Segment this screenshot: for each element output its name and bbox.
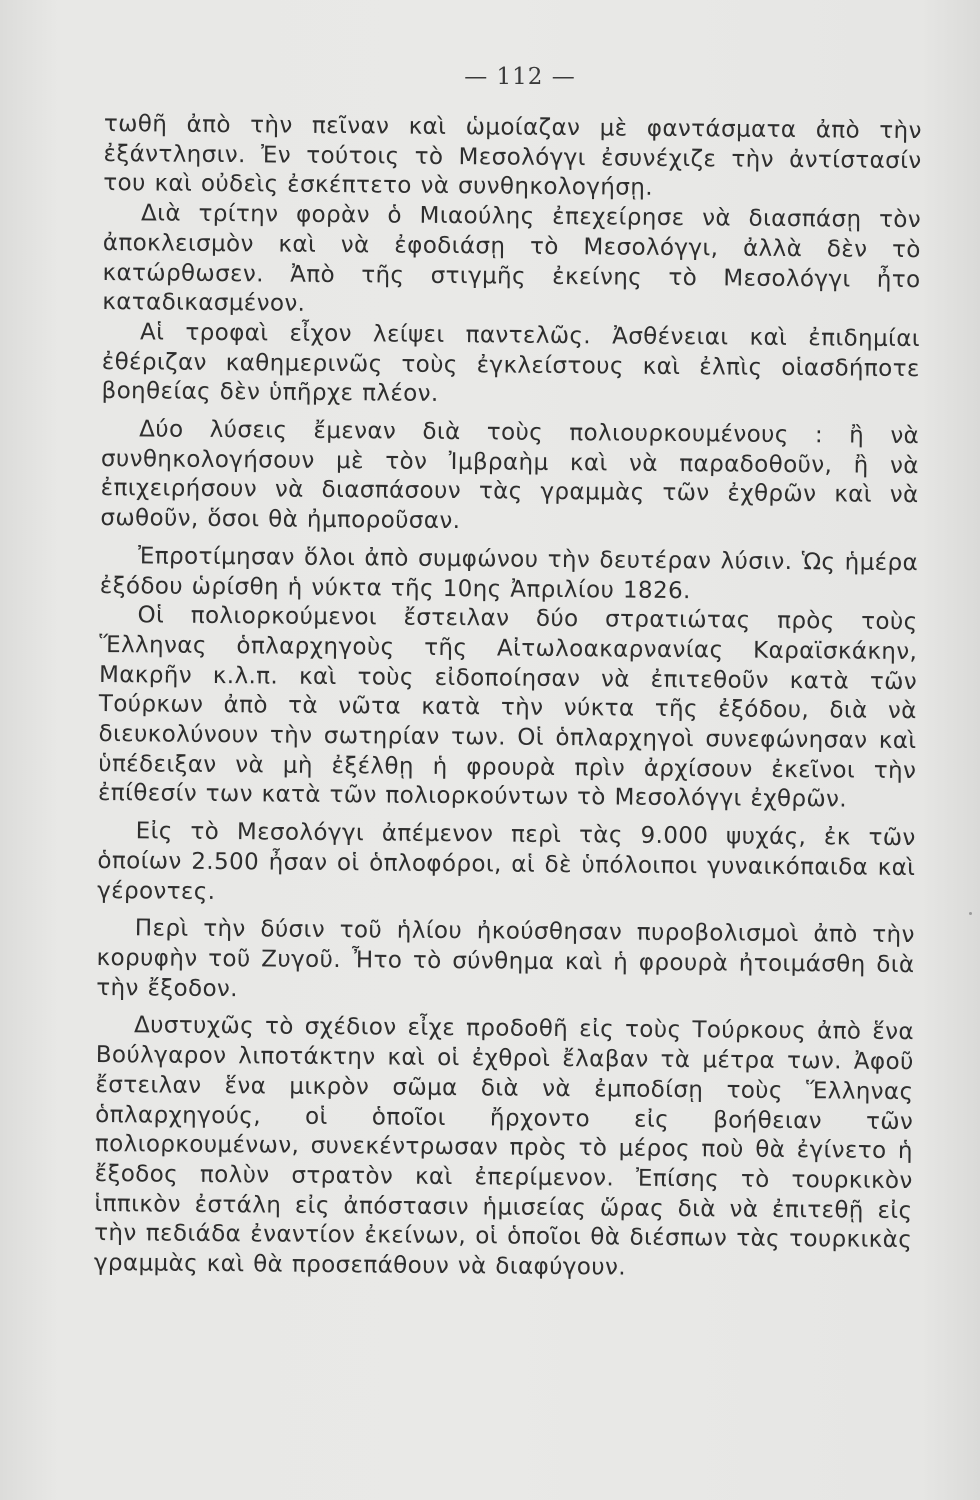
paragraph-4: Δύο λύσεις ἔμεναν διὰ τοὺς πολιουρκουμένους : ἢ νὰ συνθηκολογήσουν μὲ τὸν Ἰμβραὴμ καὶ νὰ παραδοθοῦν, ἢ νὰ ἐπιχειρήσουν νὰ διασπάσουν τὰς γραμμὰς τῶν ἐχθρῶν καὶ νὰ σωθοῦν, ὅσοι θὰ ἠμποροῦσαν. (100, 416, 920, 535)
paragraph-3: Αἱ τροφαὶ εἶχον λείψει παντελῶς. Ἀσθένειαι καὶ ἐπιδημίαι ἐθέριζαν καθημερινῶς τοὺς ἐγκλείστους καὶ ἐλπὶς οἱασδήποτε βοηθείας δὲν ὑπῆρχε πλέον. (101, 319, 921, 408)
paragraph-2: Διὰ τρίτην φορὰν ὁ Μιαούλης ἐπεχείρησε νὰ διασπάσῃ τὸν ἀποκλεισμὸν καὶ νὰ ἐφοδιάσῃ τὸ Μεσολόγγι, ἀλλὰ δὲν τὸ κατώρθωσεν. Ἀπὸ τῆς στιγμῆς ἐκείνης τὸ Μεσολόγγι ἦτο καταδικασμένον. (102, 200, 922, 317)
paragraph-5: Ἐπροτίμησαν ὅλοι ἀπὸ συμφώνου τὴν δευτέραν λύσιν. Ὡς ἡμέρα ἐξόδου ὡρίσθη ἡ νύκτα τῆς 10ης Ἀπριλίου 1826. (99, 543, 919, 604)
paper-speck (969, 912, 972, 915)
paragraph-7: Εἰς τὸ Μεσολόγγι ἀπέμενον περὶ τὰς 9.000 ψυχάς, ἐκ τῶν ὁποίων 2.500 ἦσαν οἱ ὁπλοφόροι, αἱ δὲ ὑπόλοιποι γυναικόπαιδα καὶ γέροντες. (97, 818, 916, 905)
paragraph-1: τωθῆ ἀπὸ τὴν πεῖναν καὶ ὡμοίαζαν μὲ φαντάσματα ἀπὸ τὴν ἐξάντλησιν. Ἐν τούτοις τὸ Μεσολόγγι ἐσυνέχιζε τὴν ἀντίστασίν του καὶ οὐδεὶς ἐσκέπτετο νὰ συνθηκολογήσῃ. (103, 110, 922, 202)
body-text (94, 110, 922, 1286)
page-number: — 112 — (464, 64, 576, 90)
paragraph-9: Δυστυχῶς τὸ σχέδιον εἶχε προδοθῆ εἰς τοὺς Τούρκους ἀπὸ ἕνα Βούλγαρον λιποτάκτην καὶ οἱ ἐχθροὶ ἔλαβαν τὰ μέτρα των. Ἀφοῦ ἔστειλαν ἕνα μικρὸν σῶμα διὰ νὰ ἐμποδίσῃ τοὺς Ἕλληνας ὁπλαρχηγούς, οἱ ὁποῖοι ἤρχοντο εἰς βοήθειαν τῶν πολιορκουμένων, συνεκέντρωσαν πρὸς τὸ μέρος ποὺ θὰ ἐγίνετο ἡ ἔξοδος πολὺν στρατὸν καὶ ἐπερίμενον. Ἐπίσης τὸ τουρκικὸν ἱππικὸν ἐστάλη εἰς ἀπόστασιν ἡμισείας ὥρας διὰ νὰ ἐπιτεθῇ εἰς τὴν πεδιάδα ἐναντίον ἐκείνων, οἱ ὁποῖοι θὰ διέσπων τὰς τουρκικὰς γραμμὰς καὶ θὰ προσεπάθουν νὰ διαφύγουν. (93, 1012, 915, 1281)
paragraph-6: Οἱ πολιορκούμενοι ἔστειλαν δύο στρατιώτας πρὸς τοὺς Ἕλληνας ὁπλαρχηγοὺς τῆς Αἰτωλοακαρνανίας Καραϊσκάκην, Μακρῆν κ.λ.π. καὶ τοὺς εἰδοποίησαν νὰ ἐπιτεθοῦν κατὰ τῶν Τούρκων ἀπὸ τὰ νῶτα κατὰ τὴν νύκτα τῆς ἐξόδου, διὰ νὰ διευκολύνουν τὴν σωτηρίαν των. Οἱ ὁπλαρχηγοὶ συνεφώνησαν καὶ ὑπέδειξαν νὰ μὴ ἐξέλθῃ ἡ φρουρὰ πρὶν ἀρχίσουν ἐκεῖνοι τὴν ἐπίθεσίν των κατὰ τῶν πολιορκούντων τὸ Μεσολόγγι ἐχθρῶν. (97, 602, 918, 813)
paragraph-8: Περὶ τὴν δύσιν τοῦ ἡλίου ἠκούσθησαν πυροβολισμοὶ ἀπὸ τὴν κορυφὴν τοῦ Ζυγοῦ. Ἦτο τὸ σύνθημα καὶ ἡ φρουρὰ ἠτοιμάσθη διὰ τὴν ἔξοδον. (96, 915, 915, 1002)
